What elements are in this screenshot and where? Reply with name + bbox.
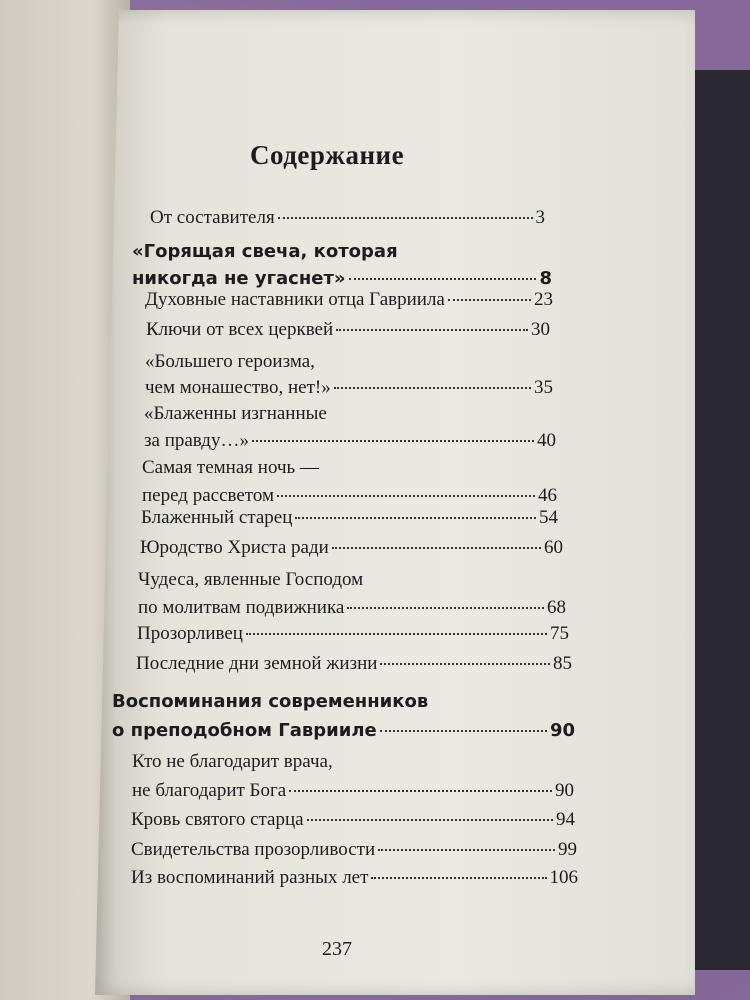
- leader-dots: [332, 547, 541, 549]
- toc-entry: [131, 866, 578, 889]
- toc-entry: [145, 288, 553, 311]
- entry-text: Духовные наставники отца Гавриила: [145, 289, 445, 310]
- toc-entry: [112, 690, 575, 742]
- toc-entry: [144, 402, 556, 452]
- entry-text: перед рассветом: [142, 485, 275, 506]
- entry-text: Прозорливец: [137, 623, 243, 644]
- entry-page: 90: [549, 720, 575, 741]
- leader-dots: [307, 819, 553, 821]
- toc-entry: [145, 350, 553, 399]
- leader-dots: [349, 278, 537, 280]
- entry-text: Кровь святого старца: [131, 809, 304, 830]
- leader-dots: [252, 440, 534, 442]
- leader-dots: [448, 299, 531, 301]
- entry-page: 35: [534, 377, 553, 398]
- entry-text: Блаженный старец: [141, 507, 293, 528]
- entry-page: 40: [537, 430, 556, 451]
- entry-text: Кто не благодарит врача,: [132, 751, 333, 772]
- leader-dots: [336, 329, 528, 331]
- toc-entry: [132, 240, 552, 290]
- entry-text: «Блаженны изгнанные: [144, 403, 327, 424]
- leader-dots: [246, 633, 547, 635]
- entry-text: Самая темная ночь —: [142, 457, 319, 478]
- toc-entry: [142, 456, 557, 507]
- leader-dots: [334, 387, 531, 389]
- entry-text: От составителя: [150, 207, 275, 228]
- toc-entry: [131, 808, 575, 831]
- page-number: 237: [322, 938, 352, 960]
- entry-text: по молитвам подвижника: [138, 597, 345, 618]
- entry-text: Последние дни земной жизни: [136, 653, 378, 674]
- entry-text: за правду…»: [144, 430, 249, 451]
- entry-page: 75: [550, 623, 569, 644]
- toc-entry: [140, 536, 563, 559]
- toc-entry: [137, 622, 569, 645]
- entry-text: «Горящая свеча, которая: [132, 241, 398, 262]
- leader-dots: [289, 790, 552, 792]
- entry-text: Ключи от всех церквей: [146, 319, 334, 340]
- entry-text: Свидетельства прозорливости: [131, 839, 376, 860]
- toc-entry: [132, 750, 574, 802]
- entry-page: 54: [539, 507, 558, 528]
- entry-page: 94: [556, 809, 575, 830]
- entry-text: никогда не угаснет»: [132, 268, 346, 289]
- entry-page: 8: [539, 268, 552, 289]
- leader-dots: [295, 517, 536, 519]
- entry-text: Из воспоминаний разных лет: [131, 867, 369, 888]
- toc-entry: [150, 206, 545, 229]
- leader-dots: [278, 217, 533, 219]
- entry-page: 3: [535, 207, 545, 228]
- leader-dots: [371, 877, 546, 879]
- leader-dots: [378, 849, 555, 851]
- entry-page: 90: [555, 780, 574, 801]
- leader-dots: [380, 730, 547, 732]
- entry-page: 85: [553, 653, 572, 674]
- leader-dots: [347, 607, 544, 609]
- entry-text: Воспоминания современников: [112, 691, 429, 712]
- entry-page: 60: [544, 537, 563, 558]
- toc-entry: [141, 506, 558, 529]
- entry-text: «Большего героизма,: [145, 351, 315, 372]
- entry-text: не благодарит Бога: [132, 780, 287, 801]
- leader-dots: [277, 495, 535, 497]
- toc-entry: [136, 652, 572, 675]
- entry-page: 99: [558, 839, 577, 860]
- entry-text: чем монашество, нет!»: [145, 377, 331, 398]
- entry-page: 106: [549, 867, 578, 888]
- entry-text: Чудеса, явленные Господом: [138, 569, 364, 590]
- entry-page: 23: [534, 289, 553, 310]
- entry-page: 46: [538, 485, 557, 506]
- toc-entry: [146, 318, 550, 341]
- entry-page: 68: [547, 597, 566, 618]
- toc-title: Содержание: [250, 140, 405, 170]
- toc-entry: [138, 568, 566, 619]
- entry-text: Юродство Христа ради: [140, 537, 329, 558]
- leader-dots: [380, 663, 550, 665]
- entry-text: о преподобном Гаврииле: [112, 720, 377, 741]
- entry-page: 30: [531, 319, 550, 340]
- toc-entry: [131, 838, 577, 861]
